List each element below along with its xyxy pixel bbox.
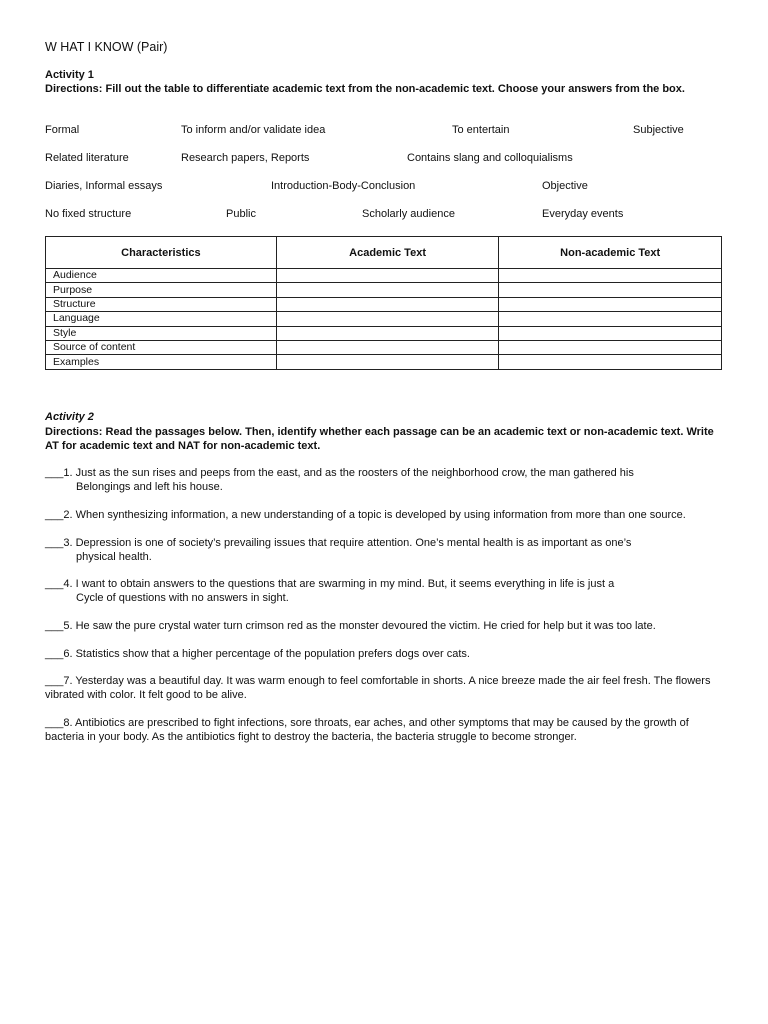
passage-line: ___2. When synthesizing information, a new understanding of a topic is developed by using information from more than one source. (45, 509, 686, 521)
non-academic-answer-cell[interactable] (499, 297, 722, 311)
option-related-literature: Related literature (45, 152, 129, 164)
option-inform: To inform and/or validate idea (181, 124, 326, 136)
non-academic-answer-cell[interactable] (499, 340, 722, 354)
passage-line: ___5. He saw the pure crystal water turn crimson red as the monster devoured the victim. He cried for help but it was too late. (45, 620, 656, 632)
academic-answer-cell[interactable] (276, 355, 499, 369)
option-entertain: To entertain (452, 124, 510, 136)
activity1-directions: Directions: Fill out the table to differentiate academic text from the non-academic text. Choose your answers from the box. (45, 83, 685, 95)
passage-item-7 (45, 674, 725, 702)
passage-item-8 (45, 716, 725, 744)
passage-item-6 (45, 647, 725, 661)
row-label-audience: Audience (46, 269, 277, 283)
academic-answer-cell[interactable] (276, 340, 499, 354)
header-academic-text: Academic Text (276, 237, 499, 269)
characteristics-table (45, 236, 722, 370)
option-intro-body-conclusion: Introduction-Body-Conclusion (271, 180, 416, 192)
academic-answer-cell[interactable] (276, 312, 499, 326)
passage-line: ___3. Depression is one of society’s prevailing issues that require attention. One’s mental health is as important as one’s (45, 537, 632, 549)
passage-item-2 (45, 508, 725, 522)
activity2-directions: Directions: Read the passages below. Then, identify whether each passage can be an academic text or non-academic text. Write AT for academic text and NAT for non-academic text. (45, 426, 714, 452)
header-non-academic-text: Non-academic Text (499, 237, 722, 269)
option-diaries: Diaries, Informal essays (45, 180, 163, 192)
passage-continuation: Cycle of questions with no answers in sight. (76, 592, 289, 604)
option-everyday-events: Everyday events (542, 208, 624, 220)
table-row (46, 297, 722, 311)
row-label-language: Language (46, 312, 277, 326)
non-academic-answer-cell[interactable] (499, 326, 722, 340)
page-title: W HAT I KNOW (Pair) (45, 40, 168, 54)
passage-line: ___6. Statistics show that a higher percentage of the population prefers dogs over cats. (45, 648, 470, 660)
non-academic-answer-cell[interactable] (499, 283, 722, 297)
row-label-style: Style (46, 326, 277, 340)
passage-item-3 (45, 536, 725, 564)
row-label-examples: Examples (46, 355, 277, 369)
option-public: Public (226, 208, 256, 220)
passage-line: ___4. I want to obtain answers to the questions that are swarming in my mind. But, it seems everything in life is just a (45, 578, 615, 590)
option-formal: Formal (45, 124, 80, 136)
academic-answer-cell[interactable] (276, 297, 499, 311)
passage-continuation: Belongings and left his house. (76, 481, 223, 493)
non-academic-answer-cell[interactable] (499, 269, 722, 283)
option-no-fixed-structure: No fixed structure (45, 208, 132, 220)
option-scholarly-audience: Scholarly audience (362, 208, 455, 220)
academic-answer-cell[interactable] (276, 269, 499, 283)
passage-line: ___1. Just as the sun rises and peeps from the east, and as the roosters of the neighborhood crow, the man gathered his (45, 467, 634, 479)
academic-answer-cell[interactable] (276, 283, 499, 297)
non-academic-answer-cell[interactable] (499, 355, 722, 369)
passage-line: ___7. Yesterday was a beautiful day. It was warm enough to feel comfortable in shorts. A nice breeze made the air feel fresh. The flowers vibrated with color. It felt good to be alive. (45, 675, 711, 701)
table-row (46, 269, 722, 283)
activity1-heading: Activity 1 (45, 69, 94, 81)
table-row (46, 355, 722, 369)
header-characteristics: Characteristics (46, 237, 277, 269)
table-row (46, 283, 722, 297)
passage-line: ___8. Antibiotics are prescribed to fight infections, sore throats, ear aches, and other symptoms that may be caused by the growth of bacteria in your body. As the antibiotics fight to destroy the bacteria, the bacteria struggle to become stronger. (45, 717, 689, 743)
passage-item-1 (45, 466, 725, 494)
table-row (46, 340, 722, 354)
non-academic-answer-cell[interactable] (499, 312, 722, 326)
row-label-source: Source of content (46, 340, 277, 354)
passage-continuation: physical health. (76, 551, 152, 563)
table-row (46, 312, 722, 326)
option-subjective: Subjective (633, 124, 684, 136)
row-label-purpose: Purpose (46, 283, 277, 297)
table-row (46, 326, 722, 340)
option-slang: Contains slang and colloquialisms (407, 152, 573, 164)
row-label-structure: Structure (46, 297, 277, 311)
academic-answer-cell[interactable] (276, 326, 499, 340)
option-research-papers: Research papers, Reports (181, 152, 310, 164)
passage-item-4 (45, 577, 725, 605)
passage-item-5 (45, 619, 725, 633)
option-objective: Objective (542, 180, 588, 192)
activity2-heading: Activity 2 (45, 411, 94, 423)
